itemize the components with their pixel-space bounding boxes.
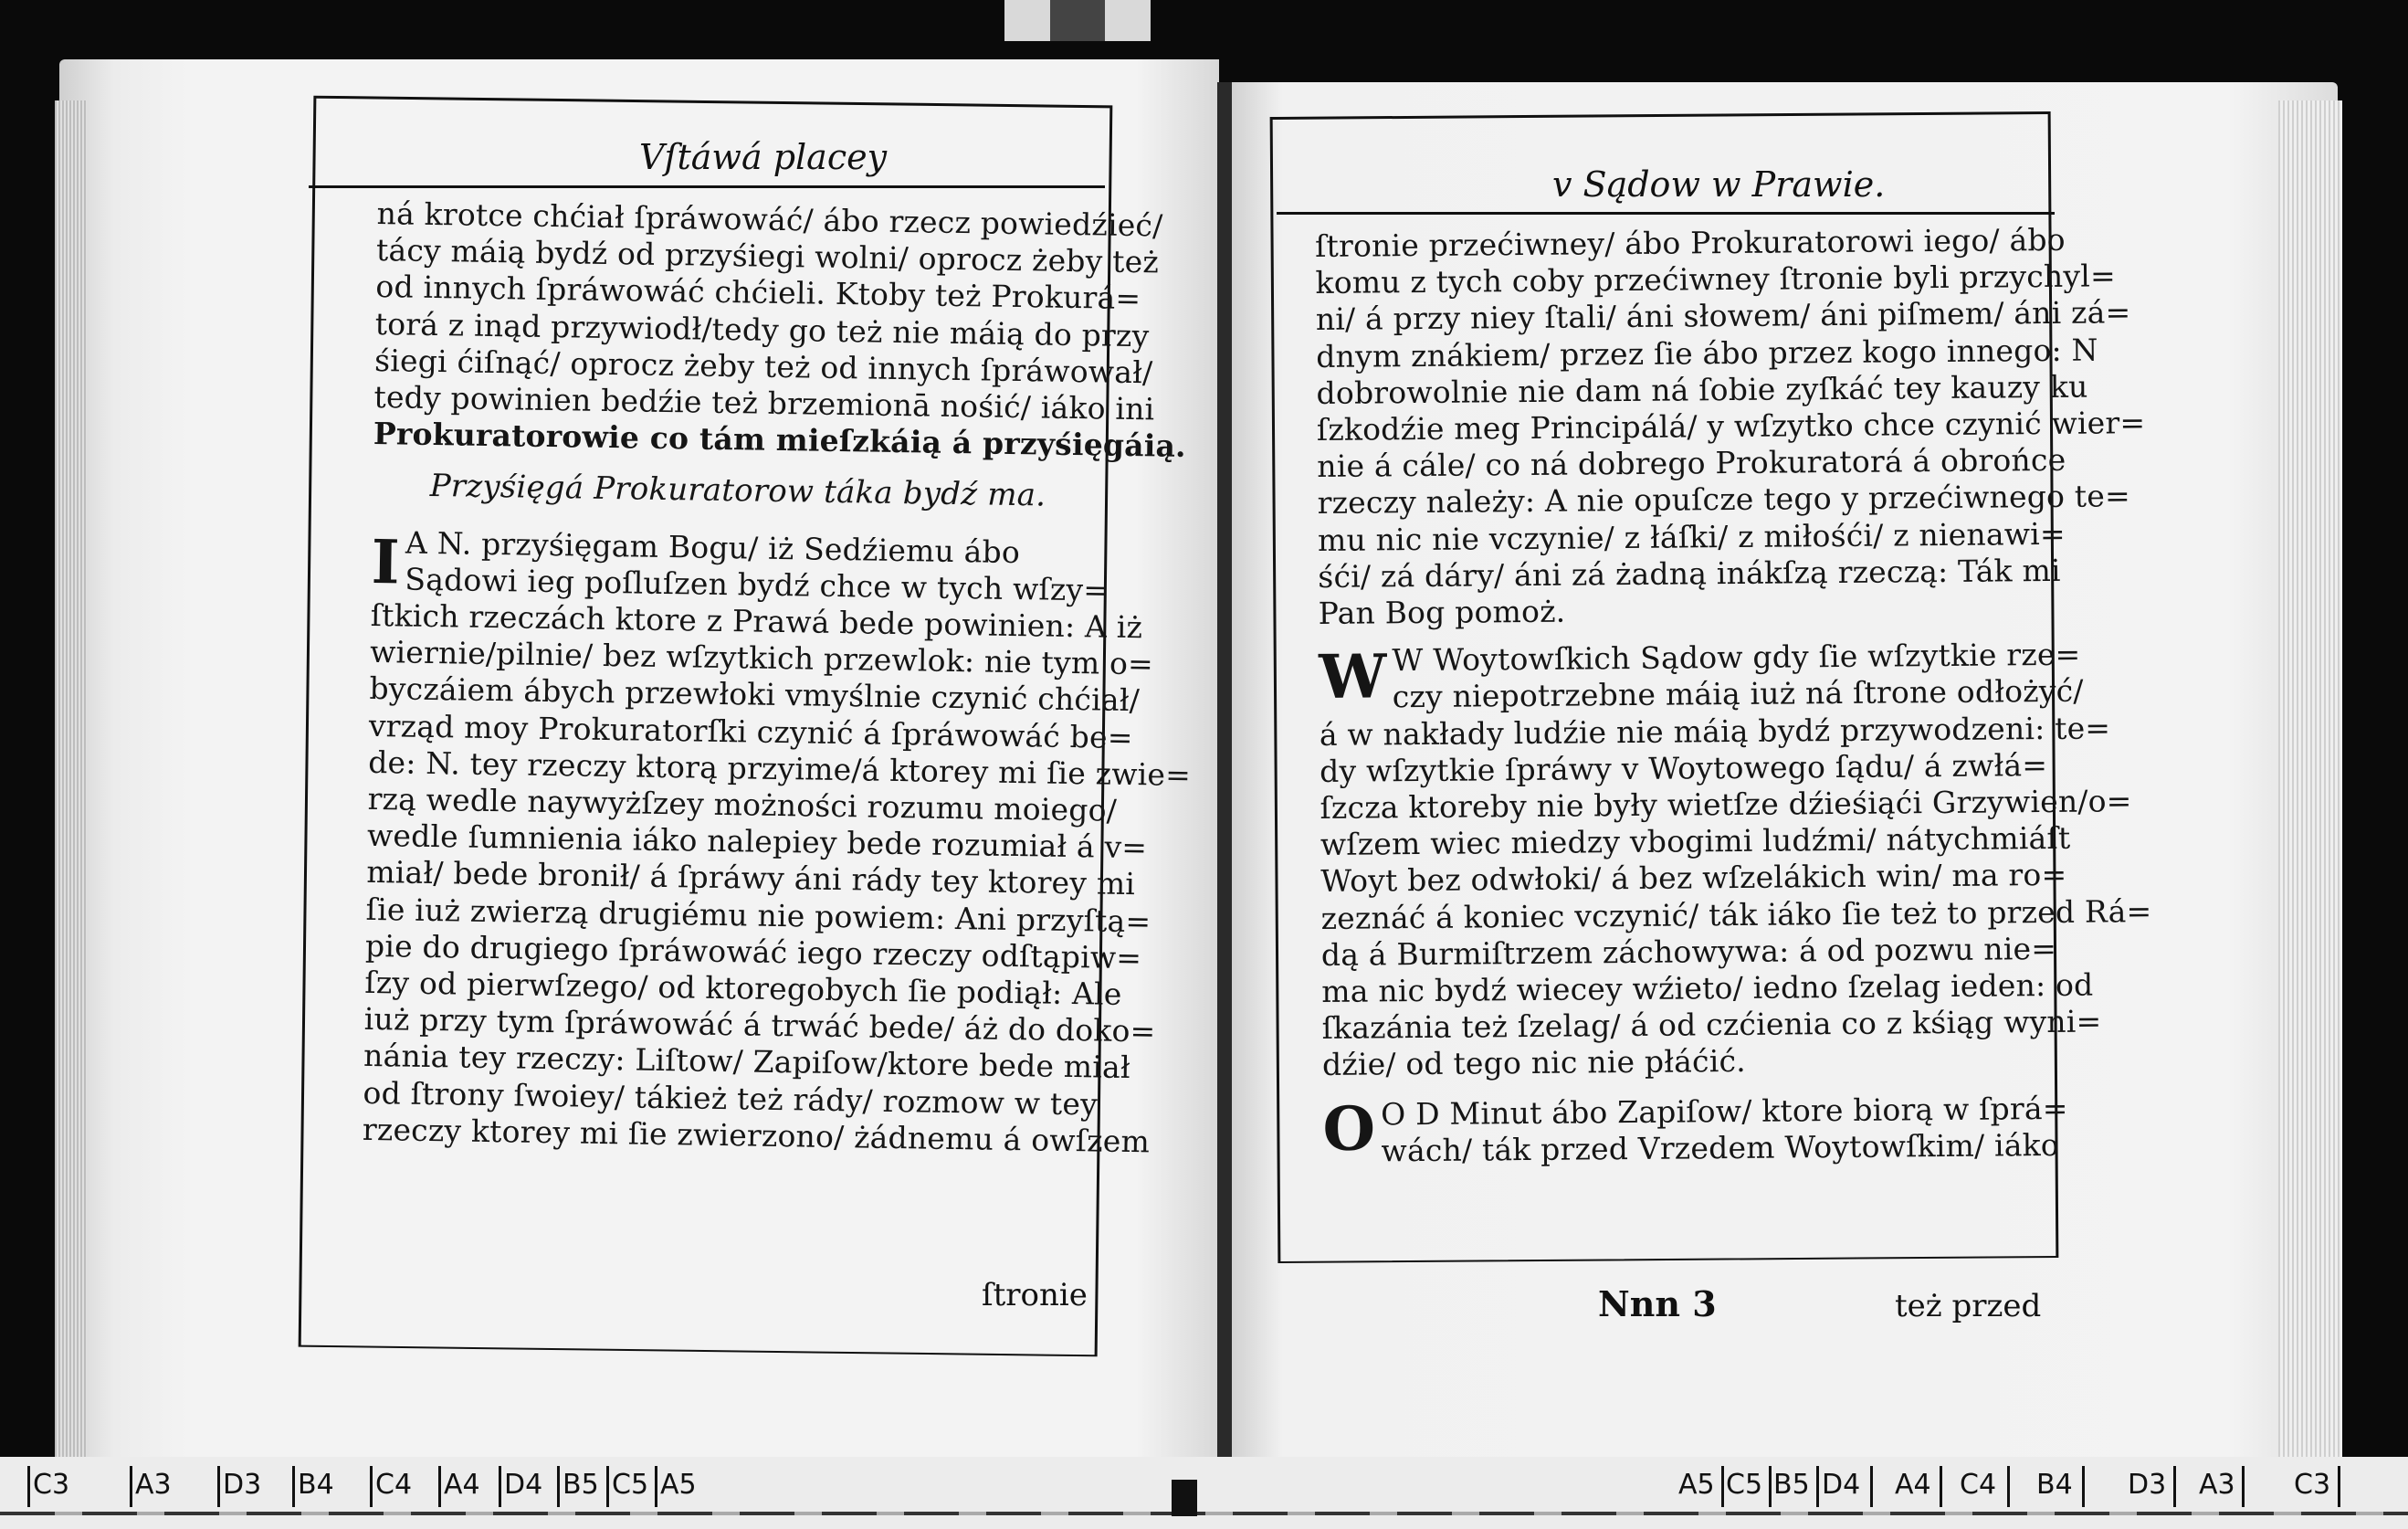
text-line: śći/ zá dáry/ áni zá żadną inákſzą rzeczą: Ták mi [1318,552,2061,595]
dropcap-initial: O [1322,1092,1376,1165]
strip-tick [217,1466,220,1507]
text-line: vrząd moy Prokuratorſki czynić á ſpráwowáć be= [368,707,1133,755]
strip-label: C3 [33,1469,70,1501]
text-line: mu nic nie vczynie/ z łáſki/ z miłośći/ z nienawi= [1317,515,2066,558]
text-line: rzeczy należy: A nie opuſcze tego y przećiwnego te= [1317,478,2131,522]
dropcap-initial: W [1318,640,1387,713]
text-line: ma nic bydź wiecey wźieto/ iedno ſzelag ieden: od [1321,966,2094,1010]
strip-label: D4 [1822,1469,1861,1501]
text-line: ſtkich rzeczách ktore z Prawá bede powinien: A iż [370,596,1143,646]
left-text-column [362,195,1192,1160]
text-line: rzeczy ktorey mi ſie zwierzono/ żádnemu á owſzem [362,1111,1151,1160]
strip-label: D3 [2128,1469,2167,1501]
strip-tick [130,1466,132,1507]
text-line: komu z tych coby przećiwney ſtronie byli przychyl= [1315,258,2117,301]
text-line: nánia tey rzeczy: Liſtow/ Zapiſow/ktore bede miał [363,1038,1131,1086]
left-head-rule [309,185,1105,188]
strip-label: B4 [298,1469,334,1501]
strip-label: A5 [660,1469,697,1501]
text-line: wſzem wiec miedzy vbogimi ludźmi/ nátychmiáſt [1320,820,2071,863]
text-line: miał/ bede bronił/ á ſpráwy áni rády tey ktorey mi [366,854,1136,902]
strip-label: A3 [135,1469,172,1501]
text-line: ſzkodźie meg Principálá/ y wſzytko chce czynić wier= [1316,405,2146,448]
strip-label: C4 [1960,1469,1997,1501]
text-line: pie do drugiego ſpráwowáć iego rzeczy odſtąpiw= [364,927,1142,976]
dropcap-initial: I [371,525,401,598]
text-line: ni/ á przy niey ſtali/ áni słowem/ áni piſmem/ áni zá= [1315,294,2131,338]
strip-tick [1940,1466,1942,1507]
strip-tick [370,1466,373,1507]
right-running-head: v Sądow w Prawie. [1552,164,1886,205]
scanner-center-marker [1172,1480,1197,1516]
text-line: Woyt bez odwłoki/ á bez wſzelákich win/ ma ro= [1320,857,2067,900]
text-line: A N. przyśięgam Bogu/ iż Sedźiemu ábo [405,524,1021,570]
oath-subheading: Przyśięgá Prokuratorow táka bydź ma. [429,468,1046,514]
text-line: dą á Burmiſtrzem záchowywa: á od pozwu nie= [1320,930,2057,973]
strip-label: C3 [2294,1469,2331,1501]
strip-tick [606,1466,609,1507]
strip-label: B5 [1773,1469,1810,1501]
text-line: śiegi ćiſnąć/ oprocz żeby też od innych ſpráwował/ [373,342,1153,391]
right-page-edges [2278,100,2342,1471]
text-line: byczáiem ábych przewłoki vmyślnie czynić chćiał/ [369,670,1141,719]
strip-tick [1870,1466,1873,1507]
text-line: dnym znákiem/ przez ſie ábo przez kogo innego: N [1316,332,2098,374]
text-line: od ſtrony ſwoiey/ tákież też rády/ rozmow w tey [363,1074,1099,1123]
text-line: ſzy od pierwſzego/ od ktoregobych ſie podiął: Ale [364,964,1122,1012]
right-head-rule [1277,212,2055,215]
text-line: ná krotce chćiał ſpráwowáć/ ábo rzecz powiedźieć/ [376,195,1163,244]
strip-label: C5 [612,1469,649,1501]
text-line: Pan Bog pomoż. [1318,593,1566,632]
strip-tick [2007,1466,2010,1507]
text-line: wách/ ták przed Vrzedem Woytowſkim/ iáko [1381,1126,2060,1169]
text-line: rzą wedle naywyżſzey możności rozumu moiego/ [367,780,1118,828]
text-line: nie á cále/ co ná dobrego Prokuratorá á obrońce [1317,442,2066,485]
text-line: iuż przy tym ſpráwowáć á trwáć bede/ áż do doko= [363,1001,1156,1049]
strip-label: B4 [2036,1469,2073,1501]
strip-label: C5 [1726,1469,1763,1501]
text-line: dy wſzytkie ſpráwy v Woytowego ſądu/ á zwłá= [1320,746,2048,789]
strip-tick [2173,1466,2176,1507]
strip-label: D4 [504,1469,543,1501]
strip-tick [1769,1466,1772,1507]
strip-tick [27,1466,30,1507]
text-line: ſkazánia też ſzelag/ á od czćienia co z kśiąg wyni= [1321,1003,2102,1047]
signature-mark: Nnn 3 [1598,1283,1717,1324]
text-line: czy niepotrzebne máią iuż ná ſtrone odłożyć/ [1392,673,2084,715]
text-line: dźie/ od tego nic nie płáćić. [1321,1043,1747,1083]
scanner-top-strip-shade [1050,0,1105,41]
text-line: ſzcza ktoreby nie były wietſze dźieśiąći Grzywien/o= [1320,783,2132,827]
left-running-head: Vſtáwá placey [639,137,888,177]
text-line: wiernie/pilnie/ bez wſzytkich przewlok: nie tym o= [369,634,1154,682]
book-gutter [1217,82,1232,1507]
strip-label: B5 [563,1469,599,1501]
right-catchword: też przed [1895,1288,2042,1324]
text-line: ſtronie przećiwney/ ábo Prokuratorowi iego/ ábo [1315,221,2066,264]
right-text-column [1315,221,2152,1170]
text-line: torá z inąd przywiodł/tedy go też nie máią do przy [374,305,1150,353]
strip-label: A4 [1895,1469,1931,1501]
strip-tick [292,1466,295,1507]
text-line: O D Minut ábo Zapiſow/ ktore biorą w ſprá= [1380,1090,2068,1133]
strip-tick [2242,1466,2245,1507]
text-line: de: N. tey rzeczy ktorą przyime/á ktorey mi ſie zwie= [367,743,1192,793]
text-line: á w nakłady ludźie nie máią bydź przywodzeni: te= [1319,710,2111,753]
text-line: dobrowolnie nie dam ná ſobie zyſkáć tey kauzy ku [1316,368,2088,411]
text-line: od innych ſpráwowáć chćieli. Ktoby też Prokurá= [375,269,1141,317]
text-line: Prokuratorowie co tám mieſzkáią á przyśięgáią. [373,416,1187,465]
strip-label: D3 [223,1469,262,1501]
strip-label: A5 [1678,1469,1715,1501]
strip-tick [2338,1466,2340,1507]
strip-label: A4 [444,1469,480,1501]
strip-tick [438,1466,441,1507]
text-line: W Woytowſkich Sądow gdy ſie wſzytkie rze= [1392,636,2081,679]
scanner-strip-line [0,1512,2408,1515]
text-line: Sądowi ieg poſluſzen bydź chce w tych wſzy= [405,561,1109,608]
text-line: ſie iuż zwierzą drugiému nie powiem: Ani przyſtą= [365,891,1151,940]
text-line: wedle ſumnienia iáko nalepiey bede rozumiał á v= [366,817,1148,866]
strip-tick [499,1466,501,1507]
left-catchword: ſtronie [982,1277,1088,1313]
strip-tick [557,1466,560,1507]
strip-tick [1721,1466,1724,1507]
text-line: tácy máią bydź od przyśiegi wolni/ oprocz żeby też [375,232,1160,280]
text-line: zeznáć á koniec vczynić/ ták iáko ſie też to przed Rá= [1320,892,2152,936]
strip-label: A3 [2199,1469,2235,1501]
text-line: tedy powinien bedźie też brzemionā nośić/ iáko ini [373,378,1155,427]
left-page-edges [55,100,87,1471]
strip-tick [655,1466,657,1507]
strip-tick [2082,1466,2085,1507]
strip-label: C4 [375,1469,413,1501]
strip-tick [1816,1466,1819,1507]
